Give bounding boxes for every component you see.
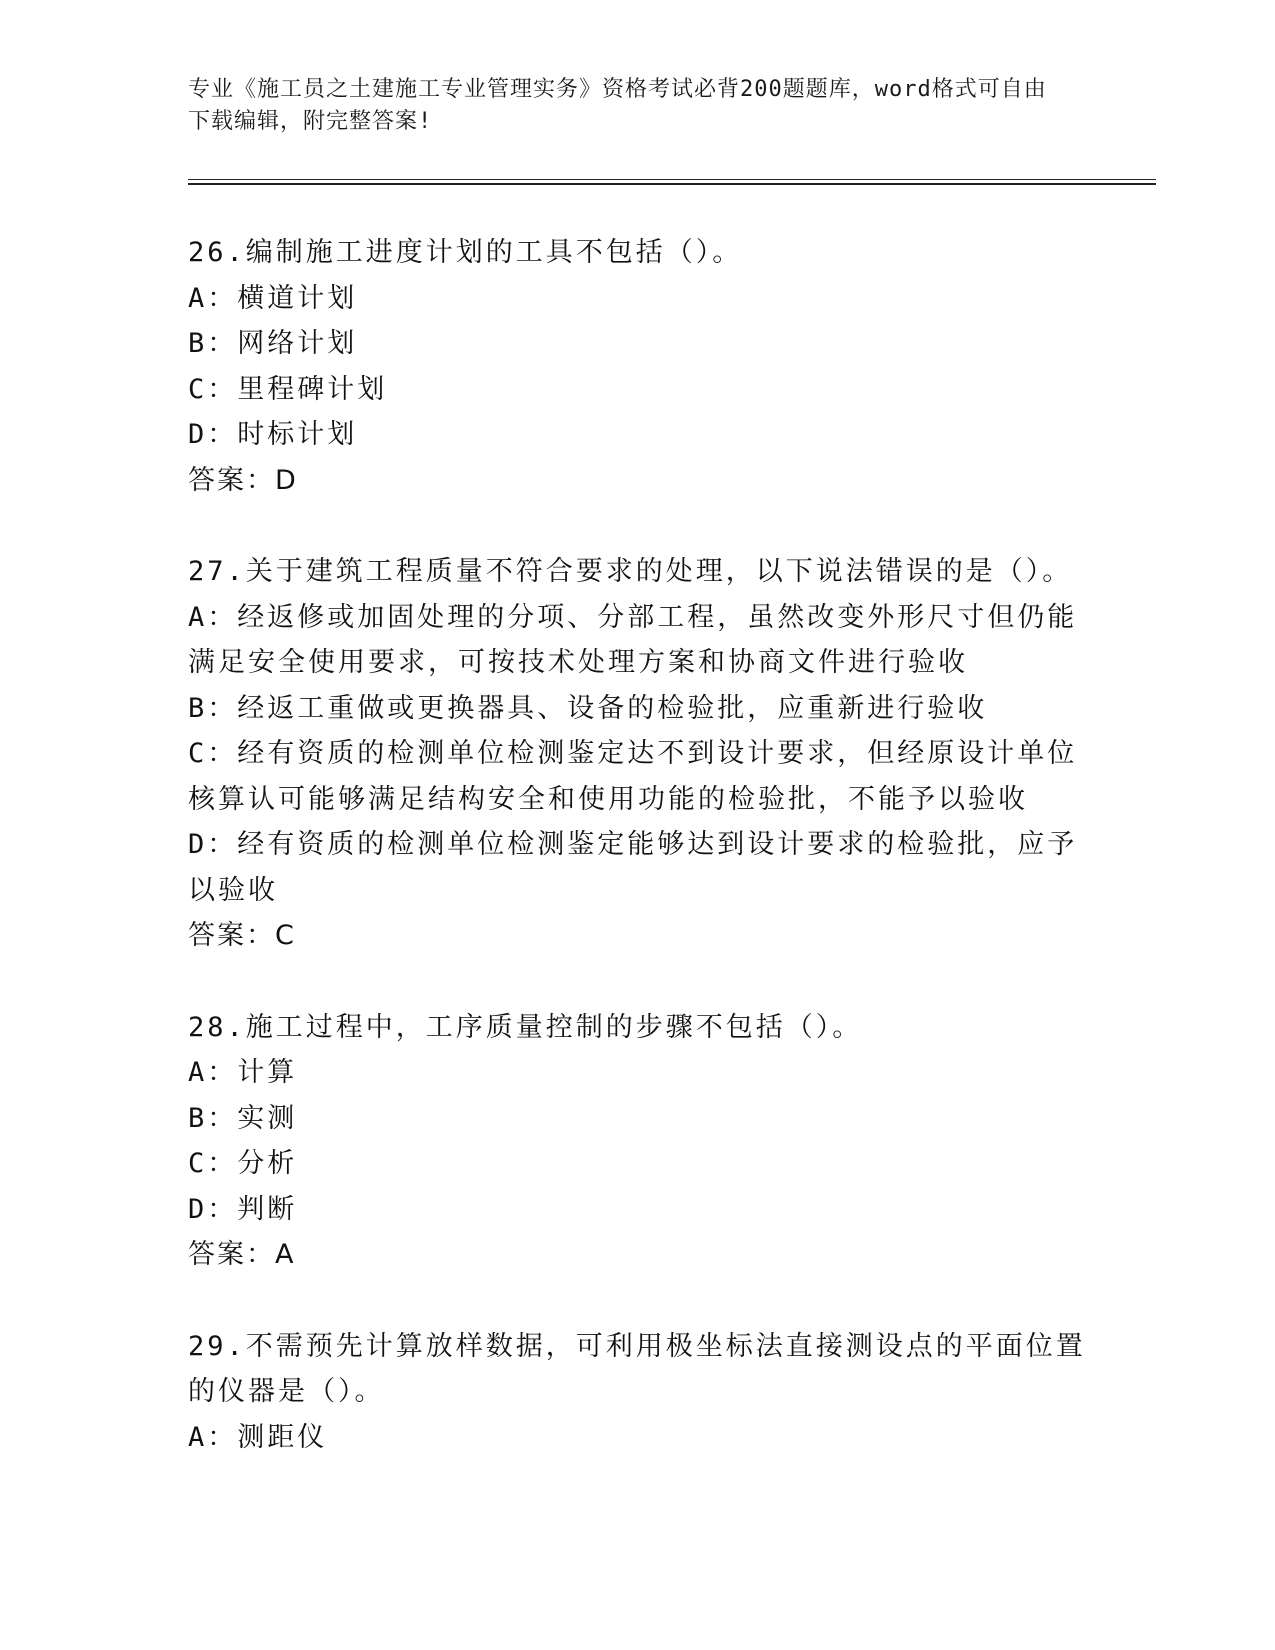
answer-line: 答案：C bbox=[188, 920, 296, 951]
option-b: B：实测 bbox=[188, 1102, 298, 1134]
answer-line: 答案：D bbox=[188, 464, 298, 496]
question-28 bbox=[188, 1005, 1088, 1278]
option-d: D：时标计划 bbox=[188, 419, 358, 450]
option-b: B：网络计划 bbox=[188, 328, 358, 359]
option-a: A：横道计划 bbox=[188, 282, 358, 314]
header-divider-thin bbox=[188, 179, 1156, 180]
option-a: A：经返修或加固处理的分项、分部工程，虽然改变外形尺寸但仍能满足安全使用要求，可按技术处理方案和协商文件进行验收 bbox=[188, 601, 1078, 678]
question-stem: 28.施工过程中，工序质量控制的步骤不包括（）。 bbox=[188, 1011, 863, 1043]
option-d: D：判断 bbox=[188, 1193, 298, 1225]
question-27 bbox=[188, 549, 1088, 959]
option-d: D：经有资质的检测单位检测鉴定能够达到设计要求的检验批，应予以验收 bbox=[188, 829, 1078, 906]
question-stem: 26.编制施工进度计划的工具不包括（）。 bbox=[188, 237, 743, 268]
answer-line: 答案：A bbox=[188, 1239, 296, 1270]
header-divider-thick bbox=[188, 183, 1156, 185]
question-list bbox=[188, 230, 1088, 1506]
option-c: C：里程碑计划 bbox=[188, 373, 388, 405]
document-header: 专业《施工员之土建施工专业管理实务》资格考试必背200题题库，word格式可自由下载编辑，附完整答案! bbox=[188, 77, 1047, 134]
question-stem: 29.不需预先计算放样数据，可利用极坐标法直接测设点的平面位置的仪器是（）。 bbox=[188, 1330, 1086, 1407]
option-c: C：分析 bbox=[188, 1148, 298, 1179]
option-c: C：经有资质的检测单位检测鉴定达不到设计要求，但经原设计单位核算认可能够满足结构安全和使用功能的检验批，不能予以验收 bbox=[188, 738, 1078, 815]
option-b: B：经返工重做或更换器具、设备的检验批，应重新进行验收 bbox=[188, 692, 988, 724]
question-26 bbox=[188, 230, 1088, 503]
question-stem: 27.关于建筑工程质量不符合要求的处理，以下说法错误的是（）。 bbox=[188, 556, 1073, 587]
question-29 bbox=[188, 1324, 1088, 1461]
option-a: A：计算 bbox=[188, 1057, 298, 1088]
option-a: A：测距仪 bbox=[188, 1421, 328, 1453]
